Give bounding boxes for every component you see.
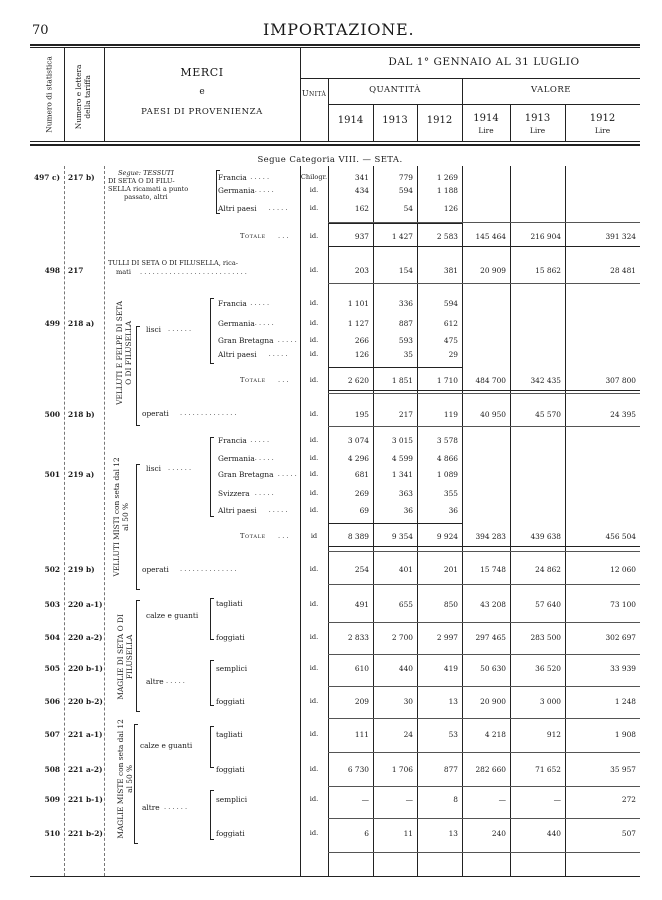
cell-qty-1914: 681 bbox=[354, 470, 369, 479]
cell-qty-1912: 2 583 bbox=[436, 232, 458, 241]
group-maglie-seta: MAGLIE DI SETA O DI FILUSELLA bbox=[116, 614, 134, 700]
cell-qty-1912: 1 269 bbox=[436, 173, 458, 182]
tessuti-label: DI SETA O DI FILU- bbox=[108, 177, 175, 185]
cell-val-1912: 1 908 bbox=[614, 730, 636, 739]
row-rule bbox=[328, 393, 640, 394]
row-unit: id. bbox=[309, 436, 319, 444]
total-rule bbox=[328, 390, 640, 391]
label-lisci: lisci bbox=[146, 325, 162, 334]
row-unit: id. bbox=[309, 506, 319, 514]
leader-dots: . . . . . bbox=[250, 173, 270, 181]
row-stat-number: 507 bbox=[44, 730, 60, 739]
row-tariff-number: 217 b) bbox=[68, 173, 95, 182]
row-unit: id. bbox=[309, 600, 319, 608]
cell-qty-1912: 13 bbox=[448, 829, 458, 838]
row-rule bbox=[328, 852, 640, 853]
brace bbox=[210, 726, 214, 768]
label-semplici: semplici bbox=[216, 664, 248, 673]
cell-qty-1912: 8 bbox=[453, 795, 458, 804]
cell-qty-1913: 363 bbox=[398, 489, 413, 498]
cell-qty-1912: 1 188 bbox=[436, 186, 458, 195]
cell-val-1912: 73 100 bbox=[610, 600, 636, 609]
leader-dots: . . . . . . . . . . . . . . . . . . . . . . . . . . bbox=[140, 268, 247, 276]
tulli-label: TULLI DI SETA O DI FILUSELLA, rica- bbox=[108, 259, 239, 267]
cell-qty-1912: 13 bbox=[448, 697, 458, 706]
cell-qty-1913: 36 bbox=[403, 506, 413, 515]
cell-val-1914: 20 909 bbox=[480, 266, 506, 275]
row-rule bbox=[328, 686, 640, 687]
cell-qty-1912: 419 bbox=[443, 664, 458, 673]
cell-val-1914: 282 660 bbox=[475, 765, 506, 774]
table-bottom-rule bbox=[30, 876, 640, 877]
header-year-q1914: 1914 bbox=[337, 115, 364, 126]
cell-val-1913: 15 862 bbox=[535, 266, 561, 275]
cell-val-1912: 456 504 bbox=[605, 532, 636, 541]
leader-dots: . . . . . . . . . . . . . . bbox=[180, 409, 237, 417]
brace bbox=[136, 464, 140, 590]
row-total-label: Totale bbox=[240, 376, 266, 384]
row-rule bbox=[328, 718, 640, 719]
header-merci-e: e bbox=[199, 87, 205, 97]
brace bbox=[210, 598, 214, 640]
cell-val-1912: 507 bbox=[621, 829, 636, 838]
row-unit: id. bbox=[309, 266, 319, 274]
cell-qty-1914: 111 bbox=[354, 730, 369, 739]
row-country: Altri paesi bbox=[218, 350, 257, 359]
row-country: Svizzera bbox=[218, 489, 250, 498]
cell-qty-1912: 126 bbox=[443, 204, 458, 213]
cell-qty-1914: 937 bbox=[354, 232, 369, 241]
cell-qty-1914: 341 bbox=[354, 173, 369, 182]
cell-qty-1913: 336 bbox=[398, 299, 413, 308]
cell-val-1912: 307 800 bbox=[605, 376, 636, 385]
leader-dots: . . . . . bbox=[254, 319, 274, 327]
cell-qty-1912: 3 578 bbox=[436, 436, 458, 445]
brace bbox=[136, 326, 140, 426]
row-stat-number: 498 bbox=[44, 266, 60, 275]
leader-dots: . . . bbox=[278, 532, 289, 540]
header-top-rule bbox=[30, 44, 640, 46]
label-altre: altre bbox=[146, 677, 164, 686]
brace bbox=[210, 660, 214, 706]
leader-dots: . . . . . bbox=[277, 336, 297, 344]
leader-dots: . . . . . bbox=[268, 506, 288, 514]
cell-qty-1913: 440 bbox=[398, 664, 413, 673]
cell-val-1913: 440 bbox=[546, 829, 561, 838]
label-foggiati: foggiati bbox=[216, 633, 245, 642]
cell-qty-1913: — bbox=[405, 795, 413, 804]
label-operati: operati bbox=[142, 565, 169, 574]
row-tariff-number: 220 a-1) bbox=[68, 600, 103, 609]
header-year-v1912: 1912 bbox=[589, 113, 616, 124]
cell-qty-1912: 36 bbox=[448, 506, 458, 515]
cell-val-1914: 484 700 bbox=[475, 376, 506, 385]
row-unit: id. bbox=[309, 336, 319, 344]
tessuti-label: Segue: TESSUTI bbox=[118, 169, 174, 177]
row-tariff-number: 220 a-2) bbox=[68, 633, 103, 642]
row-tariff-number: 217 bbox=[68, 266, 84, 275]
cell-qty-1913: 779 bbox=[398, 173, 413, 182]
row-stat-number: 510 bbox=[44, 829, 60, 838]
cell-val-1912: 302 697 bbox=[605, 633, 636, 642]
cell-qty-1914: 434 bbox=[354, 186, 369, 195]
cell-val-1912: 1 248 bbox=[614, 697, 636, 706]
leader-dots: . . . . . bbox=[254, 489, 274, 497]
cell-qty-1912: 475 bbox=[443, 336, 458, 345]
cell-qty-1913: 401 bbox=[398, 565, 413, 574]
row-unit: Chilogr. bbox=[300, 173, 328, 181]
brace bbox=[210, 790, 214, 840]
cell-qty-1914: 195 bbox=[354, 410, 369, 419]
cell-val-1913: 439 638 bbox=[530, 532, 561, 541]
row-unit: id. bbox=[309, 410, 319, 418]
tessuti-label: passato, altri bbox=[124, 193, 168, 201]
row-unit: id. bbox=[309, 454, 319, 462]
cell-qty-1914: 266 bbox=[354, 336, 369, 345]
cell-qty-1913: 11 bbox=[403, 829, 413, 838]
category-heading: Segue Categoria VIII. — SETA. bbox=[257, 155, 403, 165]
cell-val-1914: 240 bbox=[491, 829, 506, 838]
header-lire: Lire bbox=[529, 126, 546, 135]
cell-val-1912: 24 395 bbox=[610, 410, 636, 419]
row-unit: id. bbox=[309, 730, 319, 738]
cell-qty-1913: 54 bbox=[403, 204, 413, 213]
leader-dots: . . . . . bbox=[254, 454, 274, 462]
header-year-v1913: 1913 bbox=[524, 113, 551, 124]
leader-dots: . . . . . . bbox=[164, 803, 188, 811]
leader-dots: . . . . . bbox=[166, 677, 185, 685]
row-unit: id. bbox=[309, 664, 319, 672]
cell-val-1913: 283 500 bbox=[530, 633, 561, 642]
period-rule bbox=[300, 78, 640, 79]
cell-qty-1912: 29 bbox=[448, 350, 458, 359]
cell-val-1912: 28 481 bbox=[610, 266, 636, 275]
cell-qty-1913: 1 706 bbox=[391, 765, 413, 774]
cell-val-1912: 35 957 bbox=[610, 765, 636, 774]
cell-qty-1913: 24 bbox=[403, 730, 413, 739]
brace bbox=[210, 298, 214, 364]
row-country: Germania bbox=[218, 319, 255, 328]
cell-val-1912: 391 324 bbox=[605, 232, 636, 241]
cell-val-1913: 57 640 bbox=[535, 600, 561, 609]
brace bbox=[134, 724, 138, 844]
row-tariff-number: 221 b-1) bbox=[68, 795, 103, 804]
page-number: 70 bbox=[32, 23, 49, 38]
group-velluti-felpe: VELLUTI E FELPE DI SETA O DI FILUSELLA bbox=[115, 300, 133, 405]
cell-val-1913: 3 000 bbox=[539, 697, 561, 706]
row-stat-number: 506 bbox=[44, 697, 60, 706]
leader-dots: . . . . . bbox=[277, 470, 297, 478]
label-foggiati: foggiati bbox=[216, 829, 245, 838]
cell-qty-1914: 126 bbox=[354, 350, 369, 359]
row-country: Altri paesi bbox=[218, 506, 257, 515]
row-rule bbox=[328, 752, 640, 753]
body-vline bbox=[104, 166, 105, 876]
cell-val-1913: 45 570 bbox=[535, 410, 561, 419]
group-maglie-miste: MAGLIE MISTE con seta dal 12 al 50 % bbox=[116, 719, 134, 839]
row-unit: id. bbox=[309, 299, 319, 307]
label-altre: altre bbox=[142, 803, 160, 812]
row-country: Gran Bretagna bbox=[218, 470, 274, 479]
cell-qty-1913: 9 354 bbox=[391, 532, 413, 541]
cell-qty-1914: 6 730 bbox=[347, 765, 369, 774]
row-unit: id. bbox=[309, 232, 319, 240]
header-year-v1914: 1914 bbox=[473, 113, 499, 124]
cell-qty-1912: 9 924 bbox=[436, 532, 458, 541]
brace bbox=[136, 600, 140, 712]
cell-qty-1912: 594 bbox=[443, 299, 458, 308]
header-period: DAL 1° GENNAIO AL 31 LUGLIO bbox=[388, 56, 580, 68]
cell-val-1914: 297 465 bbox=[475, 633, 506, 642]
row-country: Francia bbox=[218, 436, 247, 445]
leader-dots: . . . . . bbox=[268, 204, 288, 212]
row-stat-number: 508 bbox=[44, 765, 60, 774]
label-tagliati: tagliati bbox=[216, 730, 243, 739]
row-unit: id. bbox=[309, 186, 319, 194]
label-tagliati: tagliati bbox=[216, 599, 243, 608]
total-rule bbox=[328, 523, 462, 524]
cell-qty-1912: 877 bbox=[443, 765, 458, 774]
row-stat-number: 497 c) bbox=[34, 173, 60, 182]
group-velluti-misti: VELLUTI MISTI con seta dal 12 al 50 % bbox=[112, 457, 130, 577]
cell-val-1913: 24 862 bbox=[535, 565, 561, 574]
tulli-label: mati bbox=[116, 268, 131, 276]
cell-qty-1913: 30 bbox=[403, 697, 413, 706]
cell-qty-1914: 254 bbox=[354, 565, 369, 574]
cell-qty-1914: 2 620 bbox=[347, 376, 369, 385]
row-rule bbox=[328, 622, 640, 623]
row-country: Altri paesi bbox=[218, 204, 257, 213]
row-tariff-number: 220 b-1) bbox=[68, 664, 103, 673]
row-unit: id. bbox=[309, 829, 319, 837]
cell-qty-1912: 850 bbox=[443, 600, 458, 609]
cell-val-1914: 4 218 bbox=[484, 730, 506, 739]
row-rule bbox=[328, 584, 640, 585]
row-unit: id. bbox=[309, 795, 319, 803]
cell-qty-1912: 119 bbox=[443, 410, 458, 419]
cell-val-1914: 145 464 bbox=[475, 232, 506, 241]
row-tariff-number: 219 a) bbox=[68, 470, 95, 479]
row-tariff-number: 221 a-2) bbox=[68, 765, 103, 774]
row-rule bbox=[328, 818, 640, 819]
row-country: Francia bbox=[218, 299, 247, 308]
header-stat-number: Numero di statistica bbox=[44, 56, 54, 133]
cell-qty-1913: 154 bbox=[398, 266, 413, 275]
cell-val-1913: 912 bbox=[546, 730, 561, 739]
label-semplici: semplici bbox=[216, 795, 248, 804]
cell-val-1913: 71 652 bbox=[535, 765, 561, 774]
cell-qty-1913: 4 599 bbox=[391, 454, 413, 463]
cell-val-1913: — bbox=[553, 795, 561, 804]
cell-val-1914: 40 950 bbox=[480, 410, 506, 419]
cell-qty-1914: 203 bbox=[354, 266, 369, 275]
cell-val-1914: 43 208 bbox=[480, 600, 506, 609]
cell-qty-1912: 355 bbox=[443, 489, 458, 498]
row-stat-number: 501 bbox=[44, 470, 60, 479]
cell-qty-1913: 1 427 bbox=[391, 232, 413, 241]
cell-qty-1913: 593 bbox=[398, 336, 413, 345]
cell-qty-1912: 201 bbox=[443, 565, 458, 574]
row-stat-number: 503 bbox=[44, 600, 60, 609]
row-unit: id. bbox=[309, 470, 319, 478]
cell-qty-1913: 887 bbox=[398, 319, 413, 328]
row-country: Germania bbox=[218, 186, 255, 195]
cell-val-1914: 50 630 bbox=[480, 664, 506, 673]
row-stat-number: 499 bbox=[44, 319, 60, 328]
header-unita: Unità bbox=[301, 89, 327, 98]
row-unit: id. bbox=[309, 489, 319, 497]
cell-qty-1912: 4 866 bbox=[436, 454, 458, 463]
cell-qty-1913: 1 851 bbox=[391, 376, 413, 385]
cell-qty-1914: 1 101 bbox=[347, 299, 369, 308]
cell-val-1914: 394 283 bbox=[475, 532, 506, 541]
header-valore: VALORE bbox=[531, 85, 571, 95]
cell-qty-1912: 1 089 bbox=[436, 470, 458, 479]
leader-dots: . . . . . . bbox=[168, 325, 192, 333]
total-rule bbox=[328, 246, 640, 247]
header-vline bbox=[64, 48, 65, 142]
row-unit: id. bbox=[309, 633, 319, 641]
header-lire: Lire bbox=[478, 126, 494, 135]
cell-qty-1914: 209 bbox=[354, 697, 369, 706]
cell-qty-1913: 3 015 bbox=[391, 436, 413, 445]
leader-dots: . . . . . bbox=[268, 350, 288, 358]
leader-dots: . . . . . . . . . . . . . . bbox=[180, 565, 237, 573]
row-country: Gran Bretagna bbox=[218, 336, 274, 345]
label-operati: operati bbox=[142, 409, 169, 418]
cell-val-1914: — bbox=[498, 795, 506, 804]
cell-qty-1914: 3 074 bbox=[347, 436, 369, 445]
label-lisci: lisci bbox=[146, 464, 162, 473]
cell-qty-1914: 162 bbox=[354, 204, 369, 213]
row-stat-number: 504 bbox=[44, 633, 60, 642]
row-total-label: Totale bbox=[240, 232, 266, 240]
cell-qty-1914: 2 833 bbox=[347, 633, 369, 642]
cell-val-1912: 272 bbox=[621, 795, 636, 804]
label-foggiati: foggiati bbox=[216, 765, 245, 774]
page-title: IMPORTAZIONE. bbox=[263, 20, 415, 39]
row-tariff-number: 219 b) bbox=[68, 565, 95, 574]
header-top-rule-2 bbox=[30, 47, 640, 48]
row-tariff-number: 221 a-1) bbox=[68, 730, 103, 739]
row-stat-number: 500 bbox=[44, 410, 60, 419]
cell-val-1914: 20 900 bbox=[480, 697, 506, 706]
total-rule bbox=[328, 223, 462, 224]
row-tariff-number: 220 b-2) bbox=[68, 697, 103, 706]
row-unit: id. bbox=[309, 565, 319, 573]
header-bottom-rule bbox=[30, 141, 640, 142]
cell-qty-1913: 594 bbox=[398, 186, 413, 195]
cell-qty-1914: — bbox=[361, 795, 369, 804]
sub-rule bbox=[328, 104, 640, 105]
cell-val-1912: 33 939 bbox=[610, 664, 636, 673]
row-total-label: Totale bbox=[240, 532, 266, 540]
cell-val-1913: 342 435 bbox=[530, 376, 561, 385]
row-country: Francia bbox=[218, 173, 247, 182]
header-year-q1912: 1912 bbox=[426, 115, 453, 126]
row-rule bbox=[328, 786, 640, 787]
cell-qty-1912: 2 997 bbox=[436, 633, 458, 642]
cell-qty-1912: 1 710 bbox=[436, 376, 458, 385]
row-rule bbox=[328, 654, 640, 655]
header-year-q1913: 1913 bbox=[382, 115, 408, 126]
leader-dots: . . . . . bbox=[254, 186, 274, 194]
label-foggiati: foggiati bbox=[216, 697, 245, 706]
label-calze: calze e guanti bbox=[140, 741, 193, 750]
row-unit: id. bbox=[309, 204, 319, 212]
header-lire: Lire bbox=[594, 126, 611, 135]
cell-qty-1914: 69 bbox=[359, 506, 369, 515]
row-unit: id. bbox=[309, 376, 319, 384]
cell-qty-1914: 4 296 bbox=[347, 454, 369, 463]
row-stat-number: 502 bbox=[44, 565, 60, 574]
row-tariff-number: 221 b-2) bbox=[68, 829, 103, 838]
cell-qty-1912: 381 bbox=[443, 266, 458, 275]
row-rule bbox=[328, 222, 640, 223]
leader-dots: . . . bbox=[278, 376, 289, 384]
cell-qty-1914: 1 127 bbox=[347, 319, 369, 328]
header-merci: MERCI bbox=[180, 66, 224, 79]
header-quantita: QUANTITÀ bbox=[369, 85, 421, 95]
label-calze: calze e guanti bbox=[146, 611, 199, 620]
row-tariff-number: 218 b) bbox=[68, 410, 95, 419]
row-country: Germania bbox=[218, 454, 255, 463]
cell-qty-1914: 269 bbox=[354, 489, 369, 498]
leader-dots: . . . . . bbox=[250, 299, 270, 307]
row-unit: id bbox=[310, 532, 318, 540]
cell-qty-1914: 6 bbox=[364, 829, 369, 838]
row-rule bbox=[328, 283, 640, 284]
row-unit: id. bbox=[309, 319, 319, 327]
tessuti-label: SELLA ricamati a punto bbox=[108, 185, 189, 193]
cell-qty-1913: 35 bbox=[403, 350, 413, 359]
leader-dots: . . . . . bbox=[250, 436, 270, 444]
cell-val-1913: 216 904 bbox=[530, 232, 561, 241]
cell-val-1913: 36 520 bbox=[535, 664, 561, 673]
cell-qty-1914: 610 bbox=[354, 664, 369, 673]
row-unit: id. bbox=[309, 697, 319, 705]
cell-qty-1914: 491 bbox=[354, 600, 369, 609]
row-rule bbox=[328, 551, 640, 552]
cell-qty-1913: 217 bbox=[398, 410, 413, 419]
cell-qty-1913: 655 bbox=[398, 600, 413, 609]
row-stat-number: 505 bbox=[44, 664, 60, 673]
brace bbox=[210, 437, 214, 517]
row-stat-number: 509 bbox=[44, 795, 60, 804]
total-rule bbox=[328, 367, 462, 368]
row-unit: id. bbox=[309, 350, 319, 358]
cell-qty-1913: 1 341 bbox=[391, 470, 413, 479]
row-unit: id. bbox=[309, 765, 319, 773]
cell-qty-1914: 8 389 bbox=[347, 532, 369, 541]
cell-val-1912: 12 060 bbox=[610, 565, 636, 574]
leader-dots: . . . bbox=[278, 232, 289, 240]
row-tariff-number: 218 a) bbox=[68, 319, 95, 328]
cell-val-1914: 15 748 bbox=[480, 565, 506, 574]
row-rule bbox=[328, 426, 640, 427]
header-tariff-number: Numero e lettera della tariffa bbox=[74, 64, 92, 130]
total-rule bbox=[328, 546, 640, 547]
cell-qty-1912: 612 bbox=[443, 319, 458, 328]
cell-qty-1913: 2 700 bbox=[391, 633, 413, 642]
leader-dots: . . . . . . bbox=[168, 464, 192, 472]
header-bottom-rule-2 bbox=[30, 144, 640, 146]
header-paesi: PAESI DI PROVENIENZA bbox=[141, 107, 263, 117]
cell-qty-1912: 53 bbox=[448, 730, 458, 739]
